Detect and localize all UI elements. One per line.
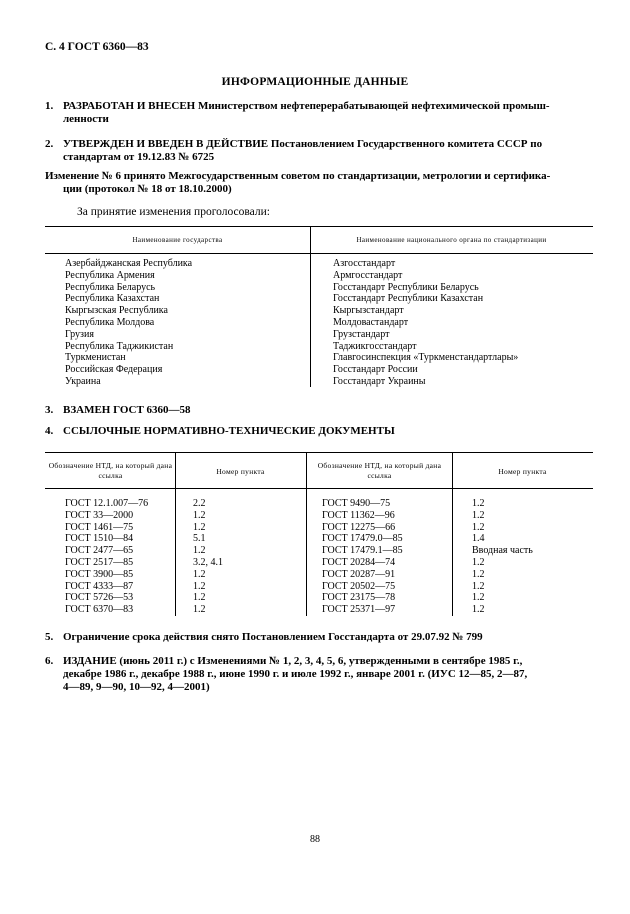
voting-table-top-rule: [45, 226, 593, 227]
list-item: ГОСТ 1510—84: [65, 533, 134, 545]
voted-intro: За принятие изменения проголосовали:: [77, 206, 270, 218]
item-6-line3: 4—89, 9—90, 10—92, 4—2001): [63, 681, 210, 693]
list-item: ГОСТ 9490—75: [322, 498, 391, 509]
list-item: ГОСТ 11362—96: [322, 509, 395, 521]
list-item: ГОСТ 2517—85: [65, 556, 134, 568]
item-4-number: 4.: [45, 425, 54, 437]
list-item: 1.2: [193, 592, 206, 604]
voting-table-col1-header: Наименование государства: [132, 236, 223, 244]
list-item: 1.4: [472, 533, 485, 545]
list-item: Республика Беларусь: [65, 281, 156, 293]
item-6: [45, 655, 593, 694]
list-item: Госстандарт России: [333, 364, 418, 376]
page-header: С. 4 ГОСТ 6360—83: [45, 41, 149, 53]
list-item: ГОСТ 17479.0—85: [322, 533, 403, 545]
voting-bodies-list: [333, 258, 518, 388]
ref-table-body-divider-1: [175, 488, 176, 616]
list-item: Кыргызская Республика: [65, 305, 168, 317]
change-note-line1: Изменение № 6 принято Межгосударственным советом по стандартизации, метрологии и сертифика-: [45, 170, 551, 182]
page-number: 88: [310, 834, 320, 845]
list-item: 1.2: [472, 556, 485, 568]
list-item: Кыргызстандарт: [333, 305, 404, 317]
item-6-line2: декабре 1986 г., декабре 1988 г., июне 1990 г. и июле 1992 г., январе 2001 г. (ИУС 12—85, 2—87,: [63, 668, 528, 680]
item-2: [45, 138, 593, 164]
list-item: Армгосстандарт: [333, 269, 403, 281]
list-item: ГОСТ 20502—75: [322, 580, 396, 592]
list-item: Грузстандарт: [333, 328, 390, 340]
list-item: ГОСТ 20287—91: [322, 568, 396, 580]
list-item: 1.2: [193, 604, 206, 616]
list-item: 1.2: [193, 568, 206, 580]
item-1-number: 1.: [45, 100, 54, 112]
list-item: 1.2: [472, 592, 485, 604]
list-item: Госстандарт Республики Казахстан: [333, 293, 484, 305]
list-item: 1.2: [472, 580, 485, 592]
item-2-number: 2.: [45, 138, 54, 150]
list-item: Грузия: [65, 328, 94, 340]
list-item: Госстандарт Украины: [333, 375, 426, 387]
item-3: [45, 404, 593, 417]
list-item: ГОСТ 6370—83: [65, 604, 134, 616]
list-item: ГОСТ 12275—66: [322, 521, 396, 533]
list-item: ГОСТ 12.1.007—76: [65, 498, 149, 509]
item-5-text: Ограничение срока действия снято Постановлением Госстандарта от 29.07.92 № 799: [63, 631, 483, 643]
list-item: Молдовастандарт: [333, 316, 409, 328]
list-item: Туркменистан: [65, 352, 126, 364]
ref-table-divider-2: [306, 452, 307, 488]
list-item: 1.2: [472, 509, 485, 521]
item-1-line2: ленности: [63, 113, 109, 125]
list-item: 1.2: [193, 521, 206, 533]
list-item: Республика Армения: [65, 269, 155, 281]
change-note: [45, 170, 593, 196]
item-4-text: ССЫЛОЧНЫЕ НОРМАТИВНО-ТЕХНИЧЕСКИЕ ДОКУМЕНТЫ: [63, 425, 395, 437]
item-5-number: 5.: [45, 631, 54, 643]
ref-table-h3: Обозначение НТД, на который дана ссылка: [317, 461, 442, 480]
list-item: ГОСТ 1461—75: [65, 521, 134, 533]
ref-table-h2: Номер пункта: [216, 467, 265, 476]
list-item: ГОСТ 17479.1—85: [322, 545, 403, 557]
ref-right-points: [472, 498, 533, 616]
ref-table-body-divider-2: [306, 488, 307, 616]
ref-left-points: [193, 498, 223, 616]
list-item: 1.2: [472, 604, 485, 616]
list-item: Республика Казахстан: [65, 293, 160, 305]
ref-table-h4: Номер пункта: [498, 467, 547, 476]
item-6-number: 6.: [45, 655, 54, 667]
list-item: 1.2: [472, 521, 485, 533]
list-item: ГОСТ 3900—85: [65, 568, 134, 580]
list-item: ГОСТ 5726—53: [65, 592, 134, 604]
list-item: Азербайджанская Республика: [65, 258, 193, 269]
list-item: 2.2: [193, 498, 206, 509]
item-6-line1: ИЗДАНИЕ (июнь 2011 г.) с Изменениями № 1, 2, 3, 4, 5, 6, утвержденными в сентябре 1985 г.,: [63, 655, 523, 667]
voting-states-list: [65, 258, 192, 388]
voting-table-header-rule: [45, 253, 593, 254]
ref-left-docs: [65, 498, 148, 616]
list-item: Таджикгосстандарт: [333, 340, 417, 352]
list-item: Вводная часть: [472, 545, 533, 557]
list-item: ГОСТ 33—2000: [65, 509, 134, 521]
ref-table-header-rule: [45, 488, 593, 489]
list-item: 1.2: [193, 580, 206, 592]
list-item: Республика Молдова: [65, 316, 155, 328]
item-4: [45, 425, 593, 438]
list-item: ГОСТ 23175—78: [322, 592, 396, 604]
voting-table-body-divider: [310, 253, 311, 387]
section-title: ИНФОРМАЦИОННЫЕ ДАННЫЕ: [221, 76, 409, 88]
item-2-line1: УТВЕРЖДЕН И ВВЕДЕН В ДЕЙСТВИЕ Постановлением Государственного комитета СССР по: [63, 138, 543, 150]
list-item: 1.2: [472, 568, 485, 580]
list-item: Украина: [65, 375, 101, 387]
ref-right-docs: [322, 498, 403, 616]
item-1: [45, 100, 593, 126]
voting-table-col2-header: Наименование национального органа по стандартизации: [356, 236, 547, 244]
list-item: ГОСТ 25371—97: [322, 604, 396, 616]
list-item: 5.1: [193, 533, 206, 545]
list-item: Азгосстандарт: [333, 258, 396, 269]
list-item: ГОСТ 2477—65: [65, 545, 134, 557]
item-2-line2: стандартам от 19.12.83 № 6725: [63, 151, 215, 163]
item-1-line1: РАЗРАБОТАН И ВНЕСЕН Министерством нефтеперерабатывающей нефтехимической промыш-: [63, 100, 550, 112]
list-item: 1.2: [472, 498, 485, 509]
list-item: Российская Федерация: [65, 364, 163, 376]
list-item: Республика Таджикистан: [65, 340, 174, 352]
item-5: [45, 631, 593, 644]
list-item: 3.2, 4.1: [193, 556, 223, 568]
ref-table-h1: Обозначение НТД, на который дана ссылка: [48, 461, 173, 480]
list-item: 1.2: [193, 545, 206, 557]
list-item: ГОСТ 20284—74: [322, 556, 396, 568]
ref-table-top-rule: [45, 452, 593, 453]
list-item: Госстандарт Республики Беларусь: [333, 281, 479, 293]
ref-table-body-divider-3: [452, 488, 453, 616]
list-item: ГОСТ 4333—87: [65, 580, 134, 592]
list-item: Главгосинспекция «Туркменстандартлары»: [333, 352, 519, 364]
change-note-line2: ции (протокол № 18 от 18.10.2000): [63, 183, 232, 195]
list-item: 1.2: [193, 509, 206, 521]
item-3-text: ВЗАМЕН ГОСТ 6360—58: [63, 404, 191, 416]
item-3-number: 3.: [45, 404, 54, 416]
